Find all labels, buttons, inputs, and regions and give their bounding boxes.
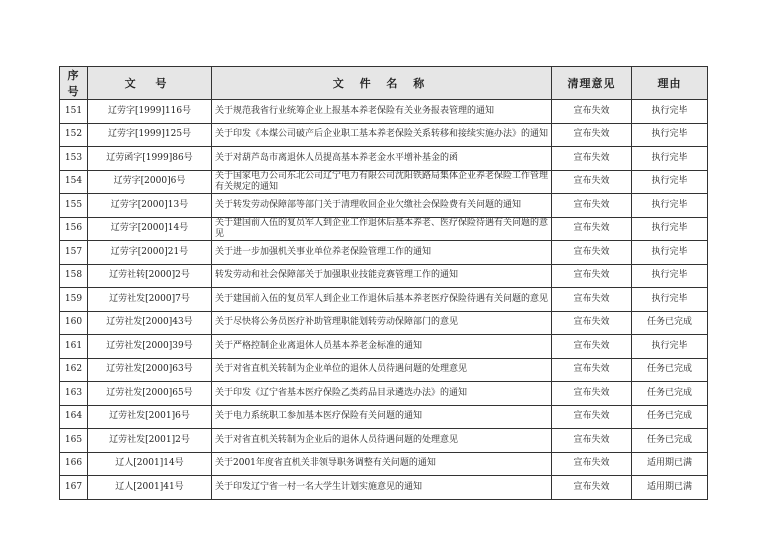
cell-reason: 执行完毕 (632, 123, 708, 147)
cell-cleanup-opinion: 宣布失效 (552, 100, 632, 124)
cell-document-number: 辽劳字[2000]6号 (88, 170, 212, 194)
cell-document-name: 关于严格控制企业离退休人员基本养老金标准的通知 (212, 335, 552, 359)
cell-serial-number: 164 (60, 405, 88, 429)
cell-serial-number: 167 (60, 476, 88, 500)
cell-cleanup-opinion: 宣布失效 (552, 264, 632, 288)
cell-document-name: 关于对省直机关转制为企业后的退休人员待遇问题的处理意见 (212, 429, 552, 453)
cell-cleanup-opinion: 宣布失效 (552, 382, 632, 406)
cell-reason: 执行完毕 (632, 147, 708, 171)
cell-reason: 适用期已满 (632, 476, 708, 500)
cell-serial-number: 166 (60, 452, 88, 476)
cell-document-name: 关于对葫芦岛市离退休人员提高基本养老金水平增补基金的函 (212, 147, 552, 171)
cell-cleanup-opinion: 宣布失效 (552, 194, 632, 218)
cell-reason: 执行完毕 (632, 194, 708, 218)
cell-serial-number: 161 (60, 335, 88, 359)
cell-reason: 任务已完成 (632, 405, 708, 429)
cell-serial-number: 157 (60, 241, 88, 265)
cell-reason: 任务已完成 (632, 311, 708, 335)
cell-serial-number: 153 (60, 147, 88, 171)
cell-document-name: 关于对省直机关转制为企业单位的退休人员待遇问题的处理意见 (212, 358, 552, 382)
table-row (60, 429, 708, 453)
cell-document-name: 关于进一步加强机关事业单位养老保险管理工作的通知 (212, 241, 552, 265)
table-row (60, 241, 708, 265)
cell-document-number: 辽劳字[1999]116号 (88, 100, 212, 124)
cell-reason: 执行完毕 (632, 288, 708, 312)
cell-cleanup-opinion: 宣布失效 (552, 241, 632, 265)
cell-document-number: 辽劳字[2000]21号 (88, 241, 212, 265)
cell-serial-number: 159 (60, 288, 88, 312)
table-row (60, 476, 708, 500)
cell-document-number: 辽劳社发[2000]65号 (88, 382, 212, 406)
table-row (60, 264, 708, 288)
cell-document-name: 关于印发《本煤公司破产后企业职工基本养老保险关系转移和接续实施办法》的通知 (212, 123, 552, 147)
cell-cleanup-opinion: 宣布失效 (552, 452, 632, 476)
header-document-number: 文 号 (88, 67, 212, 100)
cell-reason: 适用期已满 (632, 452, 708, 476)
cell-document-name: 关于印发《辽宁省基本医疗保险乙类药品目录遴选办法》的通知 (212, 382, 552, 406)
cell-document-name: 关于建国前入伍的复员军人到企业工作退休后基本养老医疗保险待遇有关问题的意见 (212, 288, 552, 312)
cell-document-number: 辽劳社发[2001]2号 (88, 429, 212, 453)
cell-document-number: 辽人[2001]14号 (88, 452, 212, 476)
cell-document-name: 关于规范我省行业统筹企业上报基本养老保险有关业务报表管理的通知 (212, 100, 552, 124)
cell-document-number: 辽劳字[1999]125号 (88, 123, 212, 147)
cell-reason: 执行完毕 (632, 100, 708, 124)
cell-cleanup-opinion: 宣布失效 (552, 429, 632, 453)
cell-cleanup-opinion: 宣布失效 (552, 288, 632, 312)
cell-reason: 任务已完成 (632, 429, 708, 453)
table-row (60, 100, 708, 124)
cell-serial-number: 160 (60, 311, 88, 335)
cell-document-name: 关于国家电力公司东北公司辽宁电力有限公司沈阳铁路局集体企业养老保险工作管理有关规定的通知 (212, 170, 552, 194)
table-row (60, 123, 708, 147)
cell-document-number: 辽劳社发[2000]43号 (88, 311, 212, 335)
cell-serial-number: 162 (60, 358, 88, 382)
cell-document-name: 关于电力系统职工参加基本医疗保险有关问题的通知 (212, 405, 552, 429)
table-row (60, 217, 708, 241)
cell-document-name: 关于转发劳动保障部等部门关于清理收回企业欠缴社会保险费有关问题的通知 (212, 194, 552, 218)
cell-document-name: 关于2001年度省直机关非领导职务调整有关问题的通知 (212, 452, 552, 476)
cell-document-number: 辽劳字[2000]14号 (88, 217, 212, 241)
table-header-row (60, 67, 708, 100)
cell-cleanup-opinion: 宣布失效 (552, 405, 632, 429)
cell-document-number: 辽劳社发[2000]63号 (88, 358, 212, 382)
cell-document-name: 关于尽快将公务员医疗补助管理职能划转劳动保障部门的意见 (212, 311, 552, 335)
document-table (59, 66, 708, 500)
cell-cleanup-opinion: 宣布失效 (552, 311, 632, 335)
table-row (60, 170, 708, 194)
cell-serial-number: 155 (60, 194, 88, 218)
table-row (60, 335, 708, 359)
table-row (60, 382, 708, 406)
cell-document-number: 辽劳社发[2001]6号 (88, 405, 212, 429)
cell-reason: 任务已完成 (632, 358, 708, 382)
cell-reason: 执行完毕 (632, 217, 708, 241)
header-reason: 理由 (632, 67, 708, 100)
table-row (60, 288, 708, 312)
cell-serial-number: 154 (60, 170, 88, 194)
cell-serial-number: 156 (60, 217, 88, 241)
cell-document-name: 关于建国前入伍的复员军人到企业工作退休后基本养老、医疗保险待遇有关问题的意见 (212, 217, 552, 241)
table-row (60, 194, 708, 218)
cell-reason: 执行完毕 (632, 170, 708, 194)
cell-reason: 执行完毕 (632, 335, 708, 359)
cell-reason: 任务已完成 (632, 382, 708, 406)
cell-document-number: 辽劳社发[2000]39号 (88, 335, 212, 359)
table-row (60, 358, 708, 382)
cell-document-number: 辽劳字[2000]13号 (88, 194, 212, 218)
cell-cleanup-opinion: 宣布失效 (552, 335, 632, 359)
cell-document-number: 辽劳函字[1999]86号 (88, 147, 212, 171)
cell-serial-number: 163 (60, 382, 88, 406)
cell-serial-number: 165 (60, 429, 88, 453)
header-cleanup-opinion: 清理意见 (552, 67, 632, 100)
table-row (60, 452, 708, 476)
cell-document-number: 辽人[2001]41号 (88, 476, 212, 500)
table-row (60, 311, 708, 335)
cell-cleanup-opinion: 宣布失效 (552, 147, 632, 171)
cell-serial-number: 152 (60, 123, 88, 147)
cell-reason: 执行完毕 (632, 241, 708, 265)
header-document-name: 文 件 名 称 (212, 67, 552, 100)
cell-cleanup-opinion: 宣布失效 (552, 170, 632, 194)
cell-document-number: 辽劳社转[2000]2号 (88, 264, 212, 288)
table-body (60, 100, 708, 500)
cell-serial-number: 158 (60, 264, 88, 288)
table-row (60, 147, 708, 171)
cell-document-name: 关于印发辽宁省一村一名大学生计划实施意见的通知 (212, 476, 552, 500)
cell-cleanup-opinion: 宣布失效 (552, 123, 632, 147)
cell-serial-number: 151 (60, 100, 88, 124)
cell-cleanup-opinion: 宣布失效 (552, 358, 632, 382)
cell-reason: 执行完毕 (632, 264, 708, 288)
cell-cleanup-opinion: 宣布失效 (552, 476, 632, 500)
cell-cleanup-opinion: 宣布失效 (552, 217, 632, 241)
cell-document-name: 转发劳动和社会保障部关于加强职业技能竞赛管理工作的通知 (212, 264, 552, 288)
header-serial-number: 序号 (60, 67, 88, 100)
cell-document-number: 辽劳社发[2000]7号 (88, 288, 212, 312)
table-row (60, 405, 708, 429)
